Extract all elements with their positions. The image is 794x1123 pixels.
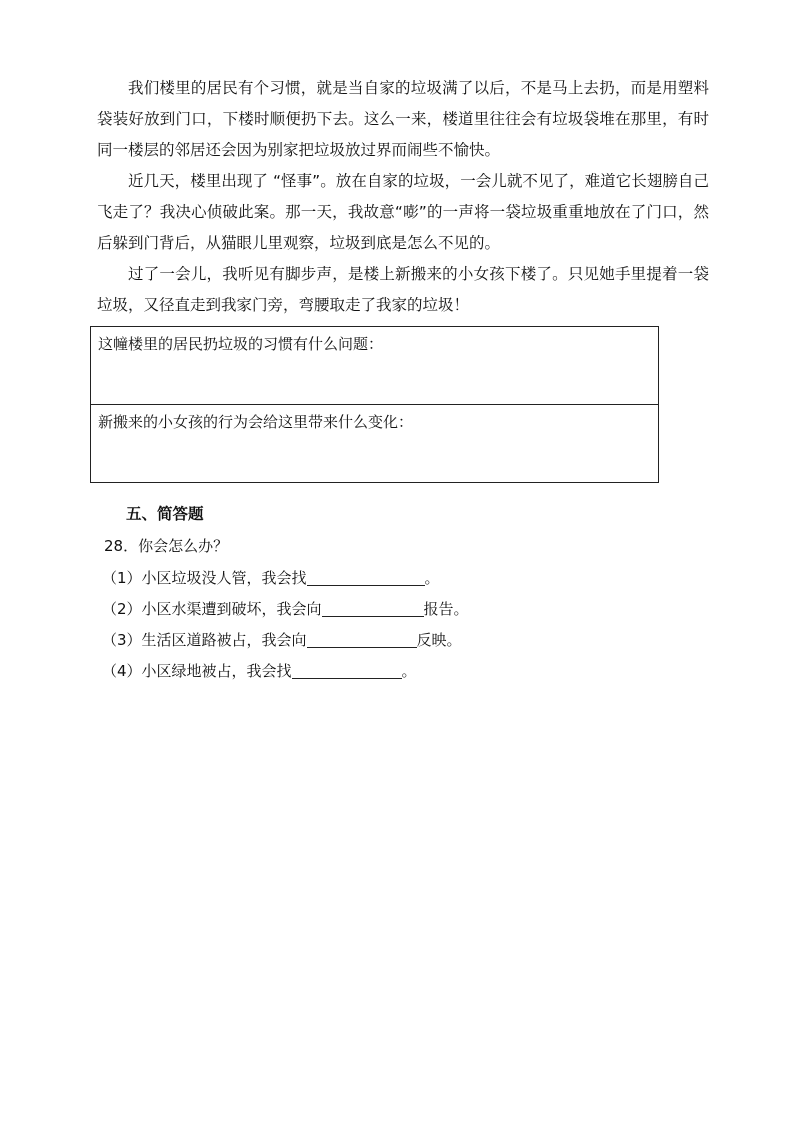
answer-prompt-2: 新搬来的小女孩的行为会给这里带来什么变化： bbox=[98, 413, 414, 431]
question-item-4-prefix: （4）小区绿地被占，我会找 bbox=[102, 662, 292, 680]
answer-blank-4[interactable] bbox=[292, 659, 402, 679]
passage-paragraph-1: 我们楼里的居民有个习惯，就是当自家的垃圾满了以后，不是马上去扔，而是用塑料袋装好放到门口，下楼时顺便扔下去。这么一来，楼道里往往会有垃圾袋堆在那里，有时同一楼层的邻居还会因为别家把垃圾放过界而闹些不愉快。 bbox=[97, 79, 709, 159]
passage-paragraph-3: 过了一会儿，我听见有脚步声，是楼上新搬来的小女孩下楼了。只见她手里提着一袋垃圾，又径直走到我家门旁，弯腰取走了我家的垃圾！ bbox=[97, 265, 709, 314]
passage-paragraph-2: 近几天，楼里出现了 “怪事”。放在自家的垃圾，一会儿就不见了，难道它长翅膀自己飞走了？我决心侦破此案。那一天，我故意“嘭”的一声将一袋垃圾重重地放在了门口，然后躲到门背后，从猫眼儿里观察，垃圾到底是怎么不见的。 bbox=[97, 172, 709, 252]
answer-cell-1[interactable] bbox=[91, 327, 659, 405]
answer-prompt-1: 这幢楼里的居民扔垃圾的习惯有什么问题： bbox=[98, 335, 384, 353]
section-title: 五、简答题 bbox=[126, 505, 204, 523]
answer-row-1 bbox=[91, 327, 659, 405]
question-item-1-suffix: 。 bbox=[424, 569, 440, 587]
answer-blank-2[interactable] bbox=[322, 597, 424, 617]
question-title: 28．你会怎么办？ bbox=[104, 537, 229, 555]
question-list bbox=[102, 563, 469, 687]
answer-blank-1[interactable] bbox=[307, 566, 425, 586]
question-item-2 bbox=[102, 594, 469, 625]
question-item-3 bbox=[102, 625, 469, 656]
question-item-1-prefix: （1）小区垃圾没人管，我会找 bbox=[102, 569, 307, 587]
answer-row-2 bbox=[91, 405, 659, 483]
question-item-3-suffix: 反映。 bbox=[416, 631, 462, 649]
question-item-4-suffix: 。 bbox=[401, 662, 417, 680]
question-item-2-suffix: 报告。 bbox=[423, 600, 469, 618]
answer-cell-2[interactable] bbox=[91, 405, 659, 483]
answer-table bbox=[90, 326, 659, 483]
question-item-4 bbox=[102, 656, 469, 687]
question-item-2-prefix: （2）小区水渠遭到破坏，我会向 bbox=[102, 600, 322, 618]
answer-blank-3[interactable] bbox=[307, 628, 417, 648]
reading-passage bbox=[97, 73, 709, 321]
question-item-1 bbox=[102, 563, 469, 594]
question-item-3-prefix: （3）生活区道路被占，我会向 bbox=[102, 631, 307, 649]
